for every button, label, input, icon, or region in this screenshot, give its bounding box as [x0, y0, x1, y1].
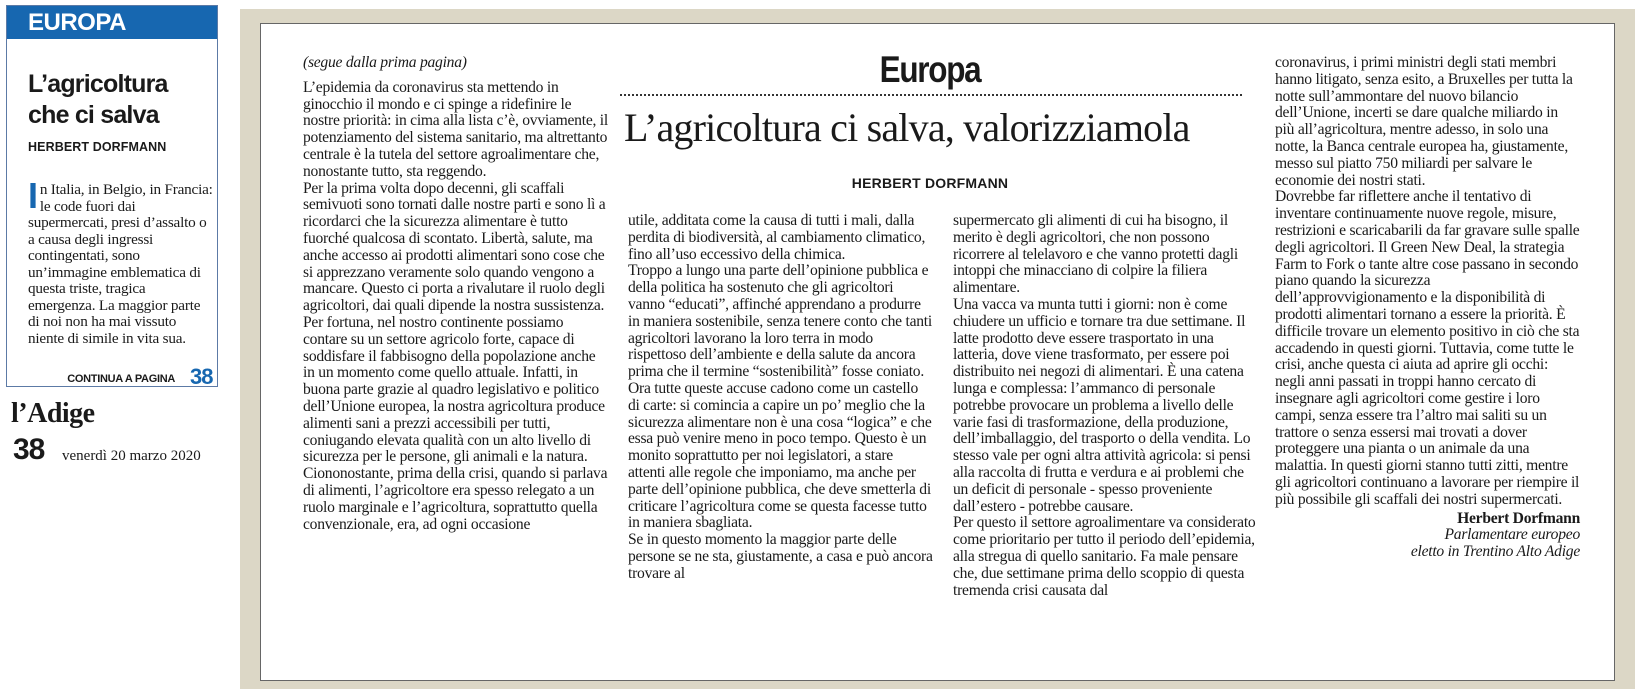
- article-byline: HERBERT DORFMANN: [851, 175, 1009, 191]
- paragraph: utile, additata come la causa di tutti i mali, dalla perdita di biodiversità, al cambiamento climatico, fino all’uso eccessivo della chimica.: [628, 212, 926, 263]
- paragraph: Dovrebbe far riflettere anche il tentativo di inventare continuamente nuove regole, misure, restrizioni e scaricabarili da far gravare sulle spalle degli agricoltori. Il Green New Deal, la strategia Farm to Fork o tante altre cose passano in secondo piano quando la sicurezza dell’approvvigionamento e la disponibilità di prodotti alimentari tornano a essere la priorità. È difficile trovare un elemento positivo in ciò che sta accadendo in questi giorni. Tuttavia, come tutte le crisi, anche questa ci aiuta ad aprire gli occhi: negli anni passati in troppi hanno cercato di insegnare agli agricoltori come gestire i loro campi, senza essere tra l’altro mai saliti su un trattore o senza essersi mai trovati a dover proteggere una pianta o un animale da una malattia. In questi giorni stanno tutti zitti, mentre gli agricoltori continuano a lavorare per riempire il più possibile gli scaffali dei nostri supermercati.: [1275, 188, 1580, 508]
- article-headline: L’agricoltura ci salva, valorizziamola: [624, 105, 1190, 150]
- article-column-1: [303, 55, 608, 533]
- newspaper-name: l’Adige: [11, 398, 95, 429]
- paragraph: Una vacca va munta tutti i giorni: non è come chiudere un ufficio e tornare tra due settimane. Il latte prodotto deve essere trasportato in una latteria, dove viene trasformato, per essere poi distribuito nei negozi di alimentari. È una catena lunga e complessa: l’ammanco di personale potrebbe provocare un problema a livello delle varie fasi di trasformazione, della produzione, dell’imballaggio, del trasporto o della vendita. Lo stesso vale per ogni altra attività agricola: si pensi alla raccolta di frutta e verdura e ai problemi che un deficit di personale - spesso proveniente dall’estero - potrebbe causare.: [953, 295, 1251, 515]
- teaser-title: L’agricoltura che ci salva: [28, 70, 168, 129]
- paragraph: Se in questo momento la maggior parte delle persone se ne sta, giustamente, a casa e può ancora trovare al: [628, 531, 933, 582]
- issue-date: venerdì 20 marzo 2020: [62, 448, 201, 464]
- signature-name: Herbert Dorfmann: [1457, 509, 1580, 527]
- dropcap: I: [28, 175, 38, 216]
- paragraph: supermercato gli alimenti di cui ha bisogno, il merito è degli agricoltori, che non possono ricorrere al telelavoro e che vanno protetti dagli intoppi che minacciano di colpire la filiera alimentare.: [953, 212, 1238, 297]
- paragraph: coronavirus, i primi ministri degli stati membri hanno litigato, senza esito, a Bruxelles per tutta la notte sull’ammontare del nuovo bilancio dell’Unione, incerti se dare qualche miliardo in più all’agricoltura, mentre adesso, in solo una notte, la Banca centrale europea ha, giustamente, messo sul piatto 750 miliardi per salvare le economie dei nostri stati.: [1275, 54, 1573, 189]
- signature-role: Parlamentare europeo: [1444, 526, 1580, 544]
- article-column-4: [1275, 55, 1580, 561]
- paragraph: Ora tutte queste accuse cadono come un castello di carte: si comincia a capire un po’ meglio che la sicurezza alimentare non è una cosa “logica” e che essa può venire meno in poco tempo. Questo è un monito soprattutto per noi legislatori, a stare attenti alle regole che imponiamo, ma anche per parte dell’opinione pubblica, che deve smetterla di criticare l’agricoltura come se questa facesse tutto in maniera sbagliata.: [628, 379, 932, 532]
- paragraph: Ciononostante, prima della crisi, quando si parlava di alimenti, l’agricoltore era spesso relegato a un ruolo marginale e l’agricoltura, soprattutto quella convenzionale, era, ad ogni occasione: [303, 465, 608, 533]
- signature-role: eletto in Trentino Alto Adige: [1410, 543, 1580, 561]
- section-tag: EUROPA: [7, 6, 217, 39]
- paragraph: L’epidemia da coronavirus sta mettendo in ginocchio il mondo e ci spinge a ridefinire le nostre priorità: in cima alla lista c’è, ovviamente, il potenziamento del sistema sanitario, ma altrettanto centrale è la tutela del settore agroalimentare che, nonostante tutto, sta reggendo.: [303, 78, 608, 180]
- segue-note: (segue dalla prima pagina): [303, 54, 467, 71]
- teaser-text: [28, 175, 215, 347]
- front-page-teaser: [6, 5, 218, 387]
- teaser-body: n Italia, in Belgio, in Francia: le code fuori dai supermercati, presi d’assalto o a causa degli ingressi contingentati, sono un’immagine emblematica di questa triste, tragica emergenza. La maggior parte di noi non ha mai vissuto niente di simile in vita sua.: [28, 181, 213, 347]
- page-number: 38: [13, 433, 45, 466]
- paragraph: Per la prima volta dopo decenni, gli scaffali semivuoti sono tornati dalle nostre parti e sono lì a ricordarci che la sicurezza alimentare è tutto fuorché qualcosa di scontato. Libertà, salute, ma anche accesso ai prodotti alimentari sono cose che si apprezzano veramente solo quando vengono a mancare. Questo ci porta a rivalutare il ruolo degli agricoltori, dai quali dipende la nostra sussistenza. Per fortuna, nel nostro continente possiamo contare su un settore agricolo forte, capace di soddisfare il fabbisogno della popolazione anche in un momento come quello attuale. Infatti, in buona parte grazie al quadro legislativo e politico dell’Unione europea, la nostra agricoltura produce alimenti sani a prezzi accessibili per tutti, coniugando elevata qualità con un alto livello di sicurezza per le persone, gli animali e la natura.: [303, 179, 606, 466]
- section-divider: [620, 94, 1242, 96]
- article-column-3: [953, 213, 1256, 599]
- paragraph: Per questo il settore agroalimentare va considerato come prioritario per tutto il periodo dell’epidemia, alla stregua di quello sanitario. Fa male pensare che, due settimane prima dello scoppio di questa tremenda crisi causata dal: [953, 514, 1256, 599]
- continue-page-number: 38: [190, 364, 213, 389]
- article-column-2: [628, 213, 933, 583]
- section-heading: Europa: [879, 49, 981, 90]
- teaser-author: HERBERT DORFMANN: [28, 140, 167, 154]
- continue-label: CONTINUA A PAGINA: [67, 373, 175, 385]
- paragraph: Troppo a lungo una parte dell’opinione pubblica e della politica ha sostenuto che gli agricoltori vanno “educati”, affinché apprendano a produrre in maniera sostenibile, senza tenere conto che tanti agricoltori lavorano la loro terra in modo rispettoso dell’ambiente e della salute da ancora prima che il termine “sostenibilità” fosse coniato.: [628, 262, 932, 381]
